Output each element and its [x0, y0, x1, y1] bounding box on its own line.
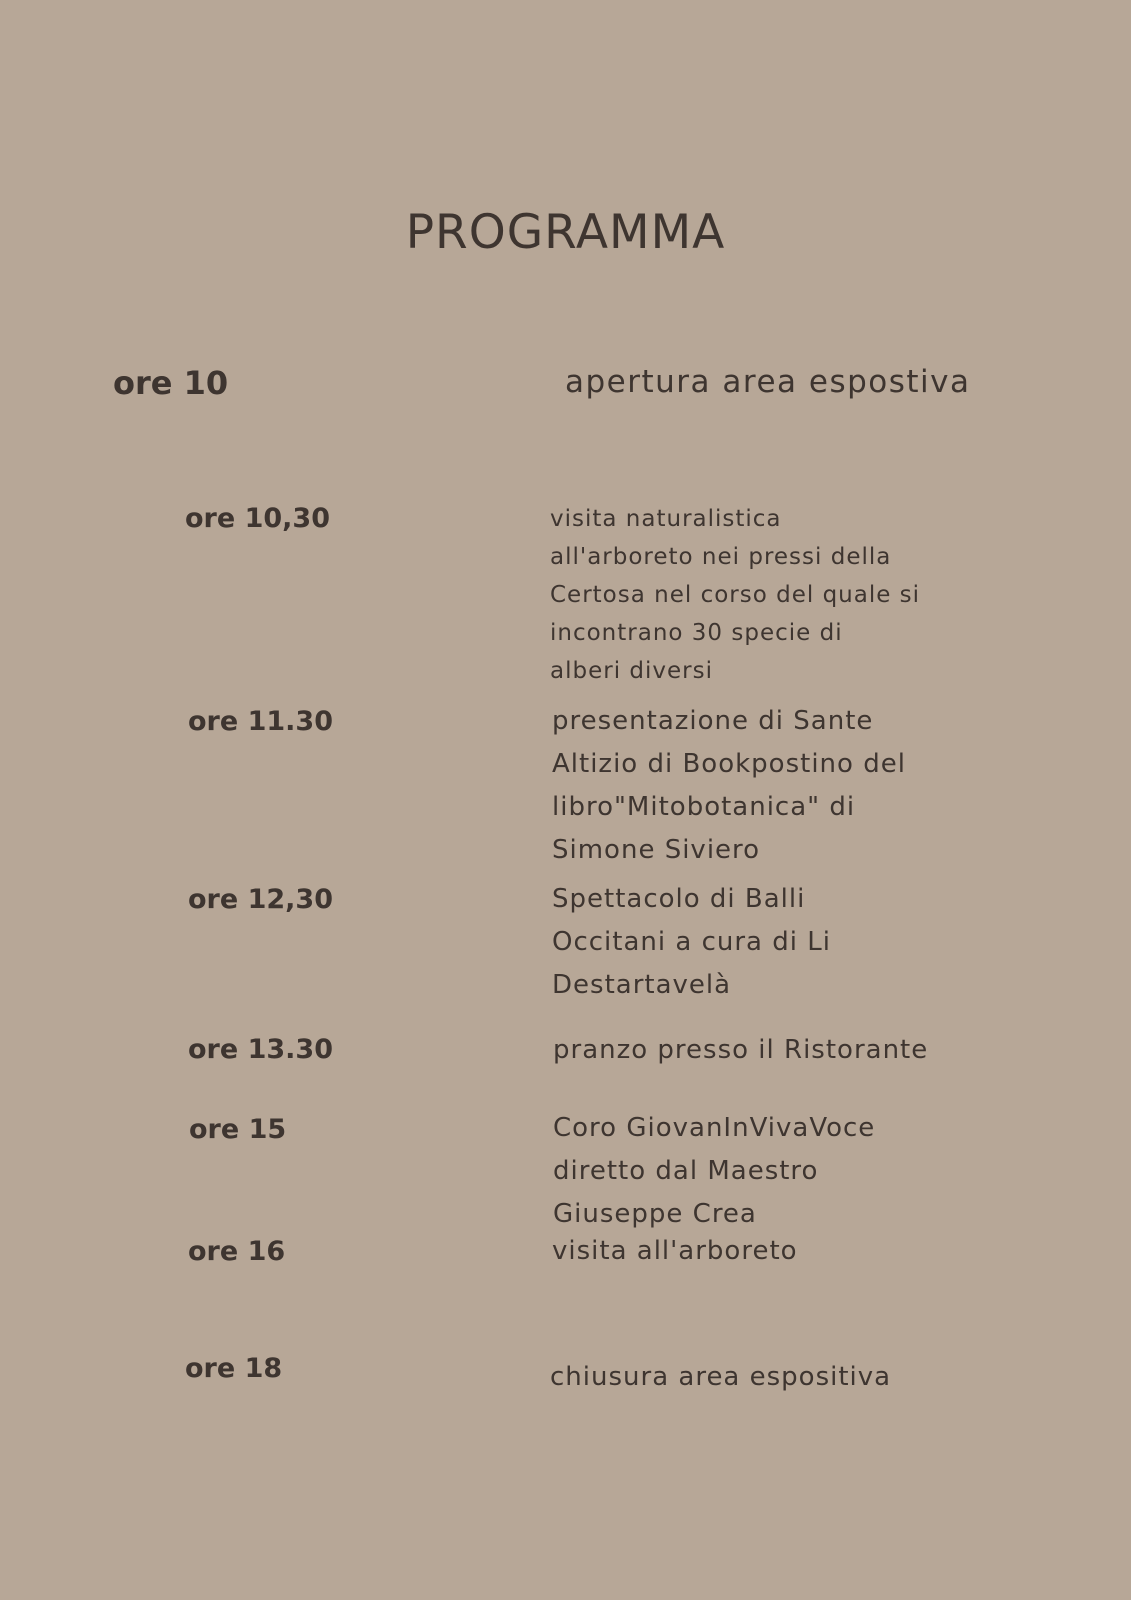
schedule-time: ore 10 [113, 364, 229, 402]
description-line: pranzo presso il Ristorante [553, 1035, 929, 1065]
description-line: visita all'arboreto [552, 1236, 798, 1266]
description-line: libro"Mitobotanica" di [552, 792, 856, 822]
schedule-description [552, 1230, 972, 1273]
description-line: incontrano 30 specie di [550, 620, 843, 646]
schedule-description [553, 1107, 973, 1236]
description-line: visita naturalistica [550, 506, 782, 532]
description-line: apertura area espostiva [565, 364, 971, 400]
description-line: all'arboreto nei pressi della [550, 544, 892, 570]
description-line: Destartavelà [552, 970, 732, 1000]
schedule-time: ore 16 [188, 1236, 286, 1267]
description-line: Occitani a cura di Li [552, 927, 831, 957]
schedule-time: ore 10,30 [185, 503, 330, 534]
description-line: chiusura area espositiva [550, 1362, 892, 1392]
description-line: Giuseppe Crea [553, 1199, 757, 1229]
description-line: presentazione di Sante [552, 706, 874, 736]
schedule-time: ore 12,30 [188, 884, 333, 915]
description-line: Spettacolo di Balli [552, 884, 806, 914]
schedule-time: ore 18 [185, 1353, 283, 1384]
schedule-time: ore 15 [189, 1114, 287, 1145]
schedule-description [552, 700, 972, 872]
page-title: PROGRAMMA [405, 205, 726, 260]
description-line: Certosa nel corso del quale si [550, 582, 921, 608]
description-line: Altizio di Bookpostino del [552, 749, 906, 779]
description-line: alberi diversi [550, 658, 713, 684]
schedule-time: ore 13.30 [188, 1034, 333, 1065]
schedule-description [552, 878, 972, 1007]
description-line: Coro GiovanInVivaVoce [553, 1113, 876, 1143]
schedule-description [565, 364, 1105, 400]
description-line: diretto dal Maestro [553, 1156, 819, 1186]
schedule-description [553, 1029, 1093, 1072]
schedule-description [550, 1356, 1090, 1399]
schedule-description [550, 500, 970, 690]
schedule-time: ore 11.30 [188, 706, 333, 737]
description-line: Simone Siviero [552, 835, 761, 865]
